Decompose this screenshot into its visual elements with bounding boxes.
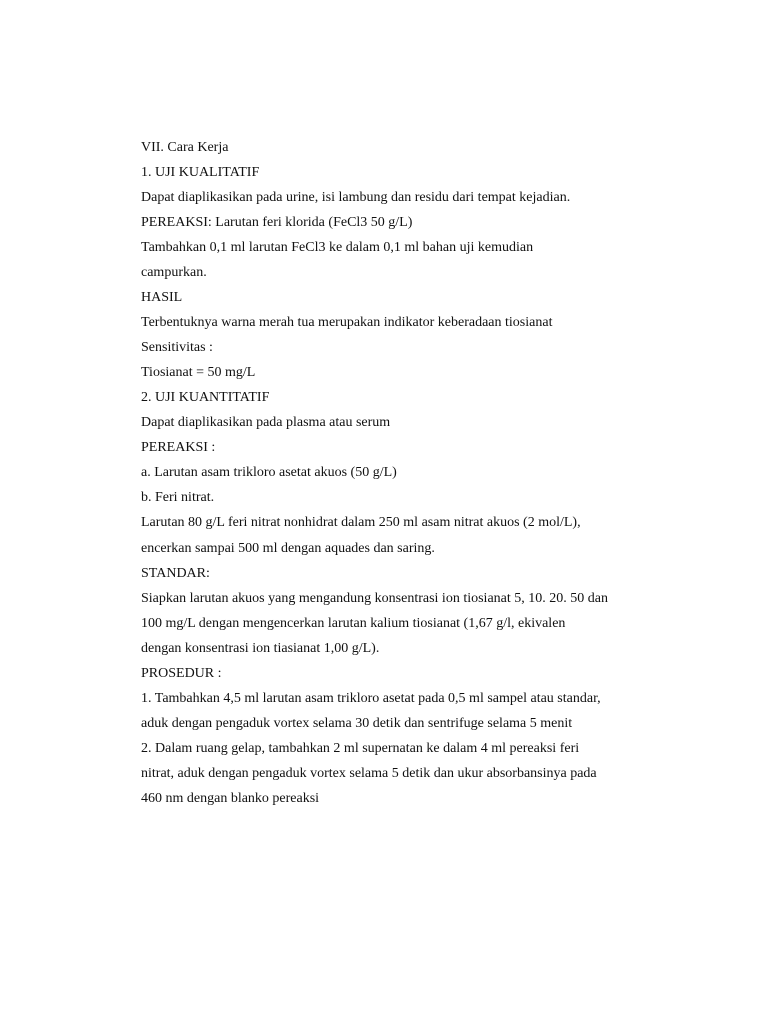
text-line: PEREAKSI: Larutan feri klorida (FeCl3 50 g/L) — [141, 215, 413, 230]
text-line: dengan konsentrasi ion tiasianat 1,00 g/L). — [141, 641, 380, 656]
text-line: encerkan sampai 500 ml dengan aquades dan saring. — [141, 541, 435, 556]
text-line: aduk dengan pengaduk vortex selama 30 detik dan sentrifuge selama 5 menit — [141, 716, 573, 731]
text-line: Siapkan larutan akuos yang mengandung konsentrasi ion tiosianat 5, 10. 20. 50 dan — [141, 591, 608, 606]
text-line: Tiosianat = 50 mg/L — [141, 365, 256, 380]
text-line: Larutan 80 g/L feri nitrat nonhidrat dalam 250 ml asam nitrat akuos (2 mol/L), — [141, 515, 581, 530]
text-line: 2. Dalam ruang gelap, tambahkan 2 ml supernatan ke dalam 4 ml pereaksi feri — [141, 741, 580, 756]
text-line: b. Feri nitrat. — [141, 490, 215, 505]
subsection-heading: 1. UJI KUALITATIF — [141, 165, 260, 180]
section-heading: VII. Cara Kerja — [141, 140, 229, 155]
text-line: nitrat, aduk dengan pengaduk vortex selama 5 detik dan ukur absorbansinya pada — [141, 766, 597, 781]
text-line: a. Larutan asam trikloro asetat akuos (50 g/L) — [141, 465, 397, 480]
text-line: PROSEDUR : — [141, 666, 222, 681]
text-line: STANDAR: — [141, 566, 210, 581]
text-line: HASIL — [141, 290, 183, 305]
text-line: 1. Tambahkan 4,5 ml larutan asam trikloro asetat pada 0,5 ml sampel atau standar, — [141, 691, 601, 706]
text-line: campurkan. — [141, 265, 207, 280]
text-line: 460 nm dengan blanko pereaksi — [141, 791, 320, 806]
text-line: Dapat diaplikasikan pada urine, isi lambung dan residu dari tempat kejadian. — [141, 190, 571, 205]
text-line: 100 mg/L dengan mengencerkan larutan kalium tiosianat (1,67 g/l, ekivalen — [141, 616, 566, 631]
text-line: Sensitivitas : — [141, 340, 213, 355]
text-line: PEREAKSI : — [141, 440, 216, 455]
text-line: Dapat diaplikasikan pada plasma atau serum — [141, 415, 391, 430]
text-line: Tambahkan 0,1 ml larutan FeCl3 ke dalam 0,1 ml bahan uji kemudian — [141, 240, 534, 255]
subsection-heading: 2. UJI KUANTITATIF — [141, 390, 270, 405]
text-line: Terbentuknya warna merah tua merupakan indikator keberadaan tiosianat — [141, 315, 553, 330]
